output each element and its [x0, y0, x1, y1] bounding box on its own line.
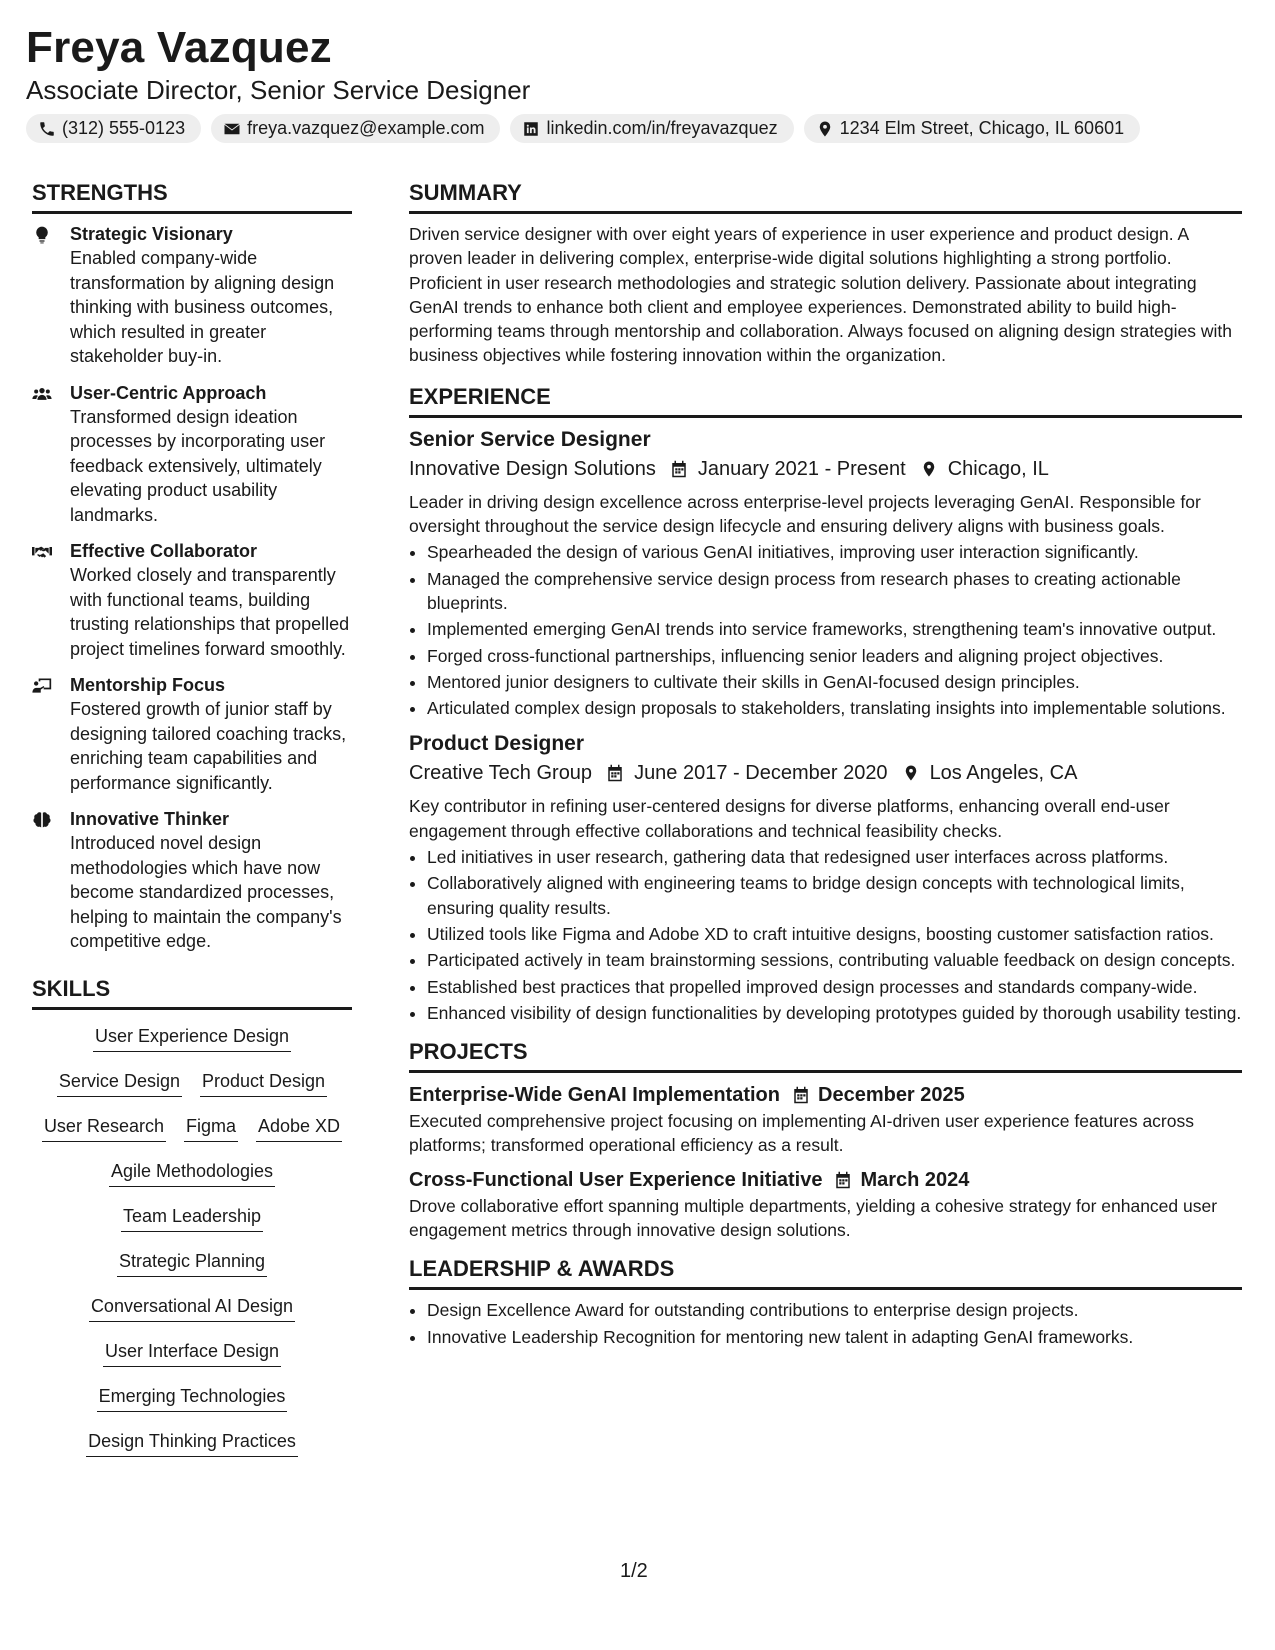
leadership-list — [409, 1298, 1242, 1349]
list-item: • Innovative Leadership Recognition for mentoring new talent in adapting GenAI frameworks. — [427, 1325, 1242, 1349]
job-bullets — [409, 540, 1242, 720]
strength-item — [32, 539, 352, 661]
list-item: • Established best practices that propelled improved design processes and standards company-wide. — [427, 975, 1242, 999]
skills-heading: SKILLS — [32, 974, 352, 1010]
contact-phone[interactable] — [26, 114, 201, 143]
strength-item — [32, 381, 352, 528]
strength-desc: Worked closely and transparently with functional teams, building trusting relationships that propelled project timelines forward smoothly. — [70, 565, 350, 659]
skill-tag: Design Thinking Practices — [86, 1429, 298, 1457]
skill-tag: Agile Methodologies — [109, 1159, 275, 1187]
list-item: • Managed the comprehensive service design process from research phases to creating actionable blueprints. — [427, 567, 1242, 616]
list-item: • Mentored junior designers to cultivate their skills in GenAI-focused design principles. — [427, 670, 1242, 694]
skill-tag: Strategic Planning — [117, 1249, 267, 1277]
job-dates: June 2017 - December 2020 — [634, 762, 888, 785]
list-item: • Articulated complex design proposals to stakeholders, translating insights into implementable solutions. — [427, 696, 1242, 720]
job-title: Senior Service Designer — [409, 427, 651, 451]
skill-tag: Adobe XD — [256, 1114, 342, 1142]
job-entry — [409, 730, 1242, 1025]
job-location: Los Angeles, CA — [929, 762, 1078, 785]
contact-address-text: 1234 Elm Street, Chicago, IL 60601 — [839, 118, 1125, 138]
strength-desc: Enabled company-wide transformation by aligning design thinking with business outcomes, which resulted in greater stakeholder buy-in. — [70, 248, 335, 366]
job-title: Product Designer — [409, 732, 585, 756]
skill-tag: Figma — [184, 1114, 238, 1142]
job-description: Leader in driving design excellence across enterprise-level projects leveraging GenAI. Responsible for oversight throughout the service design lifecycle and ensuring delivery aligns with business goals. — [409, 491, 1201, 537]
calendar-icon — [792, 1086, 810, 1104]
project-date: December 2025 — [818, 1084, 965, 1107]
envelope-icon — [223, 120, 241, 138]
summary-text: Driven service designer with over eight years of experience in user experience and product design. A proven leader in delivering complex, enterprise-wide digital solutions highlighting a strong portfolio. Proficient in user research methodologies and strategic solution delivery. Passionate about integrating GenAI trends to enhance both client and employee experiences. Demonstrated ability to build high-performing teams through mentorship and collaboration. Always focused on aligning design strategies with business objectives while fostering innovation within the organization. — [409, 224, 1232, 366]
contact-linkedin[interactable] — [510, 114, 793, 143]
experience-heading: EXPERIENCE — [409, 382, 1242, 418]
calendar-icon — [606, 764, 624, 782]
strength-desc: Transformed design ideation processes by incorporating user feedback extensively, ultimately elevating product usability landmarks. — [70, 406, 326, 525]
skill-tag: Emerging Technologies — [97, 1384, 288, 1412]
contact-email[interactable] — [211, 114, 500, 143]
project-entry — [409, 1081, 1242, 1158]
contact-bar — [26, 114, 1140, 143]
strength-title: User-Centric Approach — [70, 382, 267, 403]
linkedin-icon — [522, 120, 540, 138]
list-item: • Collaboratively aligned with engineering teams to bridge design concepts with technological limits, ensuring quality results. — [427, 871, 1242, 920]
strength-item — [32, 222, 352, 369]
lightbulb-icon — [32, 225, 52, 245]
contact-email-text: freya.vazquez@example.com — [247, 118, 485, 138]
job-entry — [409, 426, 1242, 721]
list-item: • Enhanced visibility of design functionalities by developing prototypes guided by thorough usability testing. — [427, 1001, 1242, 1025]
contact-phone-text: (312) 555-0123 — [62, 118, 186, 138]
leadership-heading: LEADERSHIP & AWARDS — [409, 1254, 1242, 1290]
project-title: Cross-Functional User Experience Initiative — [409, 1168, 823, 1191]
map-pin-icon — [816, 120, 834, 138]
strength-desc: Introduced novel design methodologies which have now become standardized processes, helping to maintain the company's competitive edge. — [70, 833, 342, 951]
project-date: March 2024 — [860, 1168, 970, 1191]
project-description: Executed comprehensive project focusing on implementing AI-driven user experience features across platforms; transformed operational efficiency as a result. — [409, 1111, 1194, 1156]
list-item: • Design Excellence Award for outstanding contributions to enterprise design projects. — [427, 1298, 1242, 1322]
strength-item — [32, 807, 352, 954]
strength-title: Effective Collaborator — [70, 541, 258, 561]
skill-tag: Product Design — [200, 1069, 327, 1097]
contact-linkedin-text: linkedin.com/in/freyavazquez — [546, 118, 778, 138]
job-company: Creative Tech Group — [409, 762, 593, 785]
project-title: Enterprise-Wide GenAI Implementation — [409, 1084, 780, 1107]
job-location: Chicago, IL — [947, 457, 1049, 480]
candidate-name: Freya Vazquez — [26, 23, 332, 72]
calendar-icon — [834, 1171, 852, 1189]
phone-icon — [38, 120, 56, 138]
project-description: Drove collaborative effort spanning multiple departments, yielding a cohesive strategy for enhanced user engagement metrics through innovative design solutions. — [409, 1195, 1218, 1241]
job-description: Key contributor in refining user-centered designs for diverse platforms, enhancing overall end-user engagement through effective collaborations and technical feasibility checks. — [409, 796, 1170, 841]
job-dates: January 2021 - Present — [697, 457, 906, 480]
list-item: • Spearheaded the design of various GenAI initiatives, improving user interaction significantly. — [427, 540, 1242, 564]
calendar-icon — [670, 460, 688, 478]
list-item: • Implemented emerging GenAI trends into service frameworks, strengthening team's innovative output. — [427, 617, 1242, 641]
summary-heading: SUMMARY — [409, 178, 1242, 214]
strength-item — [32, 673, 352, 795]
strength-title: Mentorship Focus — [70, 675, 226, 695]
contact-address[interactable] — [804, 114, 1141, 143]
brain-icon — [32, 810, 52, 830]
handshake-icon — [32, 542, 52, 562]
skill-tag: User Experience Design — [93, 1024, 291, 1052]
map-pin-icon — [902, 764, 920, 782]
strengths-heading: STRENGTHS — [32, 178, 352, 214]
map-pin-icon — [920, 460, 938, 478]
list-item: • Led initiatives in user research, gathering data that redesigned user interfaces across platforms. — [427, 845, 1242, 869]
skill-tag: User Research — [42, 1114, 166, 1142]
job-company: Innovative Design Solutions — [409, 457, 656, 480]
skill-tag: Conversational AI Design — [89, 1294, 295, 1322]
list-item: • Forged cross-functional partnerships, influencing senior leaders and aligning project objectives. — [427, 644, 1242, 668]
projects-heading: PROJECTS — [409, 1037, 1242, 1073]
strength-desc: Fostered growth of junior staff by designing tailored coaching tracks, enriching team capabilities and performance significantly. — [70, 699, 347, 793]
strength-title: Strategic Visionary — [70, 224, 233, 244]
chalkboard-teacher-icon — [32, 676, 52, 696]
list-item: • Utilized tools like Figma and Adobe XD to craft intuitive designs, boosting customer satisfaction ratios. — [427, 922, 1242, 946]
candidate-title: Associate Director, Senior Service Designer — [26, 75, 531, 105]
list-item: • Participated actively in team brainstorming sessions, contributing valuable feedback on design concepts. — [427, 948, 1242, 972]
left-column — [32, 178, 352, 1474]
strength-title: Innovative Thinker — [70, 809, 230, 829]
skill-tag: User Interface Design — [103, 1339, 281, 1367]
right-column — [409, 178, 1242, 1359]
job-bullets — [409, 845, 1242, 1025]
skill-tag: Service Design — [57, 1069, 182, 1097]
skills-list — [32, 1018, 352, 1457]
page-number: 1/2 — [620, 1560, 648, 1582]
project-entry — [409, 1166, 1242, 1243]
users-icon — [32, 384, 52, 404]
skill-tag: Team Leadership — [121, 1204, 263, 1232]
